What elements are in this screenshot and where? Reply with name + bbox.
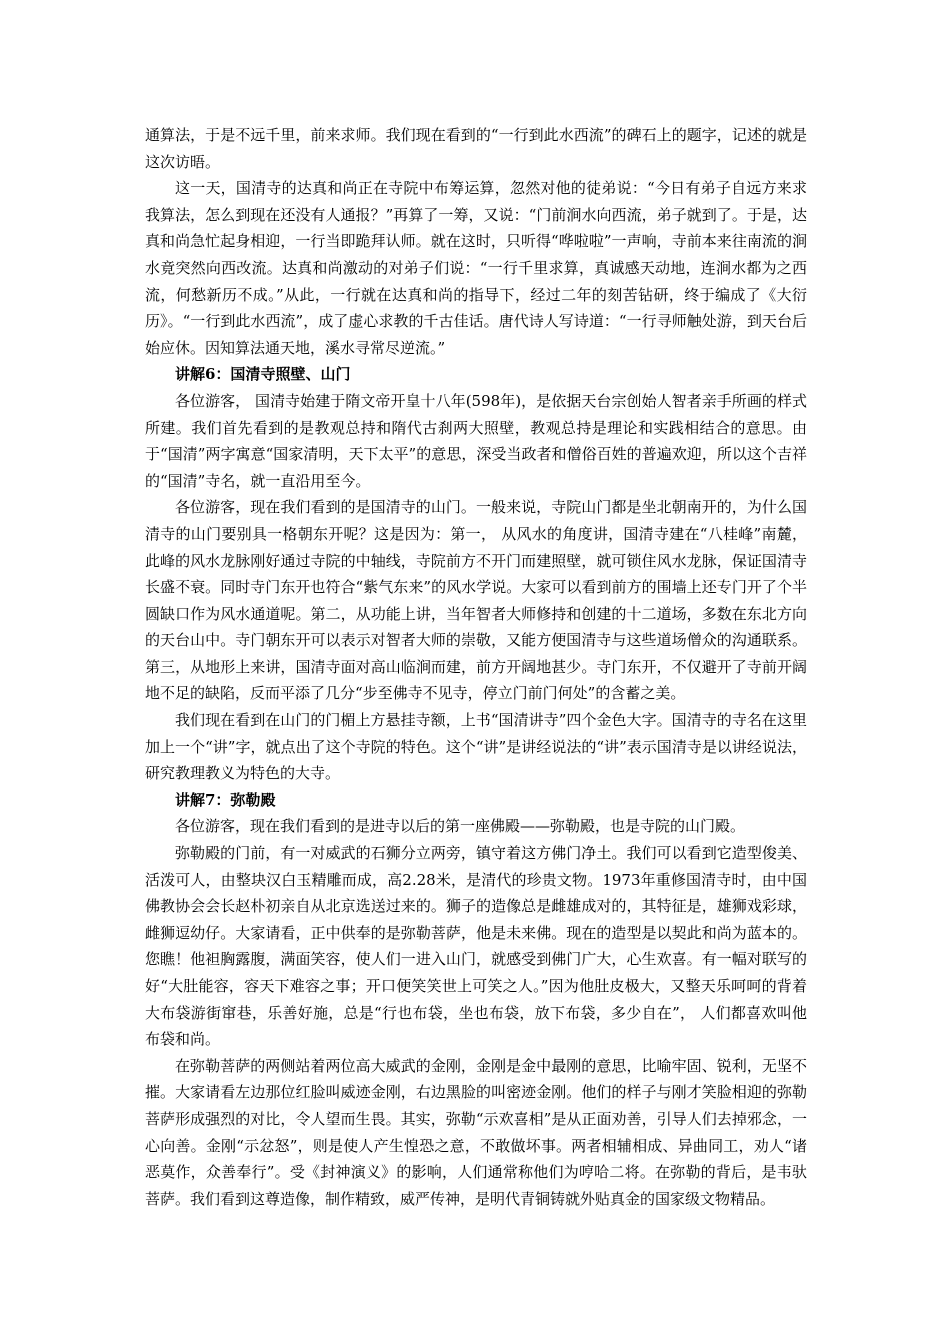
paragraph-8: 在弥勒菩萨的两侧站着两位高大威武的金刚，金刚是金中最刚的意思，比喻牢固、锐利，无坚不摧。大家请看左边那位红脸叫威迹金刚，右边黑脸的叫密迹金刚。他们的样子与刚才笑脸相迎的弥勒菩萨形成强烈的对比，令人望而生畏。其实，弥勒“示欢喜相”是从正面劝善，引导人们去掉邪念，一心向善。金刚“示忿怒”，则是使人产生惶恐之意，不敢做坏事。两者相辅相成、异曲同工，劝人“诸恶莫作，众善奉行”。受《封神演义》的影响，人们通常称他们为哼哈二将。在弥勒的背后，是韦驮菩萨。我们看到这尊造像，制作精致，威严传神，是明代青铜铸就外贴真金的国家级文物精品。: [145, 1056, 807, 1208]
document-body: [145, 122, 807, 1212]
section-heading-6: 讲解6：国清寺照壁、山门: [175, 365, 351, 384]
paragraph-7: 弥勒殿的门前，有一对威武的石狮分立两旁，镇守着这方佛门净土。我们可以看到它造型俊美、活泼可人，由整块汉白玉精雕而成，高2.28米，是清代的珍贵文物。1973年重修国清寺时，由中国佛教协会会长赵朴初亲自从北京选送过来的。狮子的造像总是雌雄成对的，其特征是，雄狮戏彩球，雌狮逗幼仔。大家请看，正中供奉的是弥勒菩萨，他是未来佛。现在的造型是以契此和尚为蓝本的。您瞧！他袒胸露腹，满面笑容，使人们一进入山门，就感受到佛门广大，心生欢喜。有一幅对联写的好“大肚能容，容天下难容之事；开口便笑笑世上可笑之人。”因为他肚皮极大，又整天乐呵呵的背着大布袋游街窜巷，乐善好施，总是“行也布袋，坐也布袋，放下布袋，多少自在”， 人们都喜欢叫他布袋和尚。: [145, 844, 807, 1049]
paragraph-5: 我们现在看到在山门的门楣上方悬挂寺额，上书“国清讲寺”四个金色大字。国清寺的寺名在这里加上一个“讲”字，就点出了这个寺院的特色。这个“讲”是讲经说法的“讲”表示国清寺是以讲经说法，研究教理教义为特色的大寺。: [145, 711, 807, 783]
paragraph-4: 各位游客，现在我们看到的是国清寺的山门。一般来说，寺院山门都是坐北朝南开的，为什么国清寺的山门要别具一格朝东开呢？这是因为：第一， 从风水的角度讲，国清寺建在“八桂峰”南麓，此峰的风水龙脉刚好通过寺院的中轴线，寺院前方不开门而建照壁，就可锁住风水龙脉，保证国清寺长盛不衰。同时寺门东开也符合“紫气东来”的风水学说。大家可以看到前方的围墙上还专门开了个半圆缺口作为风水通道呢。第二，从功能上讲，当年智者大师修持和创建的十二道场，多数在东北方向的天台山中。寺门朝东开可以表示对智者大师的崇敬，又能方便国清寺与这些道场僧众的沟通联系。第三，从地形上来讲，国清寺面对高山临涧而建，前方开阔地甚少。寺门东开，不仅避开了寺前开阔地不足的缺陷，反而平添了几分“步至佛寺不见寺，停立门前门何处”的含蓄之美。: [145, 498, 807, 703]
paragraph-6: 各位游客，现在我们看到的是进寺以后的第一座佛殿——弥勒殿，也是寺院的山门殿。: [175, 817, 746, 836]
section-heading-7: 讲解7：弥勒殿: [175, 790, 276, 809]
paragraph-3: 各位游客， 国清寺始建于隋文帝开皇十八年(598年)，是依据天台宗创始人智者亲手所画的样式所建。我们首先看到的是教观总持和隋代古刹两大照壁，教观总持是理论和实践相结合的意思。由于“国清”两字寓意“国家清明，天下太平”的意思，深受当政者和僧俗百姓的普遍欢迎，所以这个吉祥的“国清”寺名，就一直沿用至今。: [145, 391, 807, 490]
paragraph-2: 这一天，国清寺的达真和尚正在寺院中布筹运算，忽然对他的徒弟说：“今日有弟子自远方来求我算法，怎么到现在还没有人通报？”再算了一筹，又说：“门前涧水向西流，弟子就到了。于是，达真和尚急忙起身相迎，一行当即跪拜认师。就在这时，只听得“哗啦啦”一声响，寺前本来往南流的涧水竟突然向西改流。达真和尚激动的对弟子们说：“一行千里求算，真诚感天动地，连涧水都为之西流，何愁新历不成。”从此，一行就在达真和尚的指导下，经过二年的刻苦钻研，终于编成了《大衍历》。“一行到此水西流”，成了虚心求教的千古佳话。唐代诗人写诗道：“一行寻师触处游，到天台后始应休。因知算法通天地，溪水寻常尽逆流。”: [145, 179, 807, 357]
paragraph-1: 通算法，于是不远千里，前来求师。我们现在看到的“一行到此水西流”的碑石上的题字，记述的就是这次访晤。: [145, 126, 807, 171]
